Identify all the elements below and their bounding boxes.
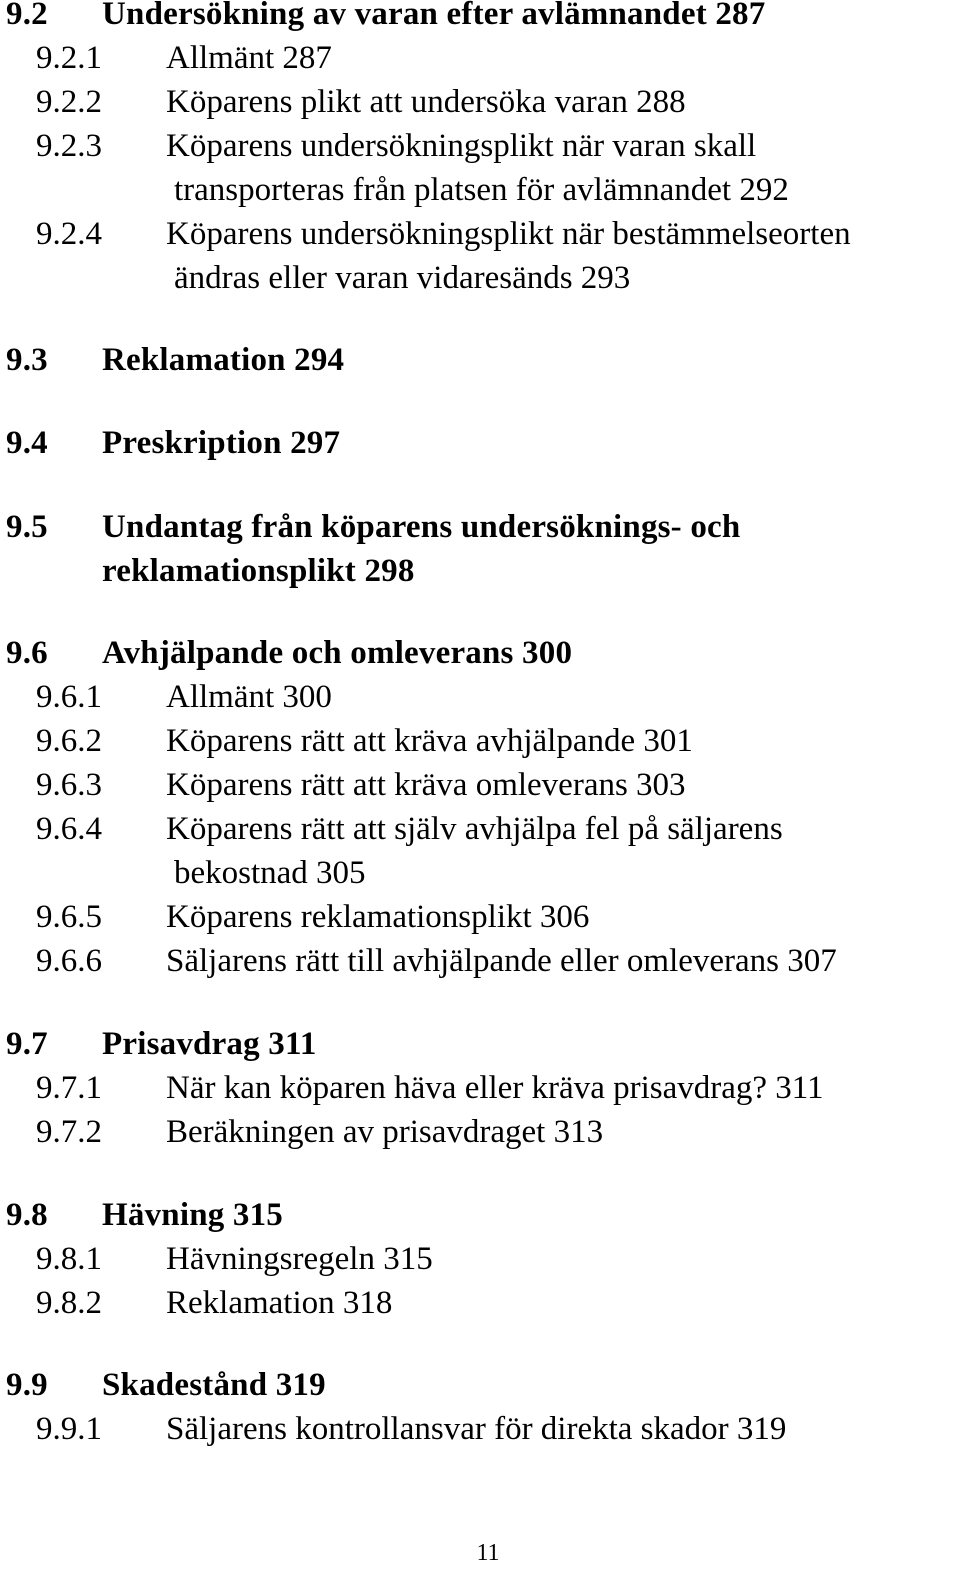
- section-number: 9.4: [6, 425, 48, 461]
- section-number: 9.2: [6, 0, 48, 32]
- subsection-number: 9.6.4: [36, 811, 102, 847]
- section-title: Prisavdrag 311: [102, 1026, 317, 1062]
- section-title: Undantag från köparens undersöknings- och: [102, 509, 741, 545]
- section-number: 9.9: [6, 1367, 48, 1403]
- subsection-title-continued: bekostnad 305: [174, 855, 366, 891]
- section-title: Hävning 315: [102, 1197, 283, 1233]
- subsection-number: 9.9.1: [36, 1411, 102, 1447]
- subsection-number: 9.6.3: [36, 767, 102, 803]
- section-title: Avhjälpande och omleverans 300: [102, 635, 573, 671]
- subsection-title: Hävningsregeln 315: [166, 1241, 433, 1277]
- subsection-number: 9.6.6: [36, 943, 102, 979]
- section-number: 9.7: [6, 1026, 48, 1062]
- section-number: 9.3: [6, 342, 48, 378]
- subsection-title: Köparens rätt att kräva avhjälpande 301: [166, 723, 693, 759]
- subsection-number: 9.6.5: [36, 899, 102, 935]
- subsection-number: 9.2.2: [36, 84, 102, 120]
- subsection-title: Köparens reklamationsplikt 306: [166, 899, 590, 935]
- page-number: 11: [476, 1540, 500, 1566]
- subsection-number: 9.8.2: [36, 1285, 102, 1321]
- section-title: Preskription 297: [102, 425, 341, 461]
- subsection-number: 9.7.2: [36, 1114, 102, 1150]
- section-title: Skadestånd 319: [102, 1367, 326, 1403]
- subsection-title: Köparens undersökningsplikt när bestämmelseorten: [166, 216, 851, 252]
- subsection-title-continued: ändras eller varan vidaresänds 293: [174, 260, 631, 296]
- subsection-number: 9.8.1: [36, 1241, 102, 1277]
- subsection-number: 9.6.2: [36, 723, 102, 759]
- subsection-title: När kan köparen häva eller kräva prisavdrag? 311: [166, 1070, 824, 1106]
- subsection-title: Köparens rätt att kräva omleverans 303: [166, 767, 686, 803]
- subsection-title: Allmänt 287: [166, 40, 332, 76]
- section-number: 9.8: [6, 1197, 48, 1233]
- subsection-title: Köparens undersökningsplikt när varan skall: [166, 128, 757, 164]
- section-title: Undersökning av varan efter avlämnandet 287: [102, 0, 766, 32]
- subsection-number: 9.6.1: [36, 679, 102, 715]
- subsection-title: Allmänt 300: [166, 679, 332, 715]
- section-number: 9.6: [6, 635, 48, 671]
- section-title-continued: reklamationsplikt 298: [102, 553, 415, 589]
- subsection-number: 9.2.4: [36, 216, 102, 252]
- subsection-title: Säljarens rätt till avhjälpande eller omleverans 307: [166, 943, 837, 979]
- subsection-title: Köparens rätt att själv avhjälpa fel på säljarens: [166, 811, 783, 847]
- subsection-title-continued: transporteras från platsen för avlämnandet 292: [174, 172, 789, 208]
- section-title: Reklamation 294: [102, 342, 345, 378]
- section-number: 9.5: [6, 509, 48, 545]
- subsection-title: Reklamation 318: [166, 1285, 393, 1321]
- subsection-number: 9.7.1: [36, 1070, 102, 1106]
- subsection-number: 9.2.3: [36, 128, 102, 164]
- subsection-title: Köparens plikt att undersöka varan 288: [166, 84, 686, 120]
- subsection-number: 9.2.1: [36, 40, 102, 76]
- subsection-title: Säljarens kontrollansvar för direkta skador 319: [166, 1411, 787, 1447]
- subsection-title: Beräkningen av prisavdraget 313: [166, 1114, 604, 1150]
